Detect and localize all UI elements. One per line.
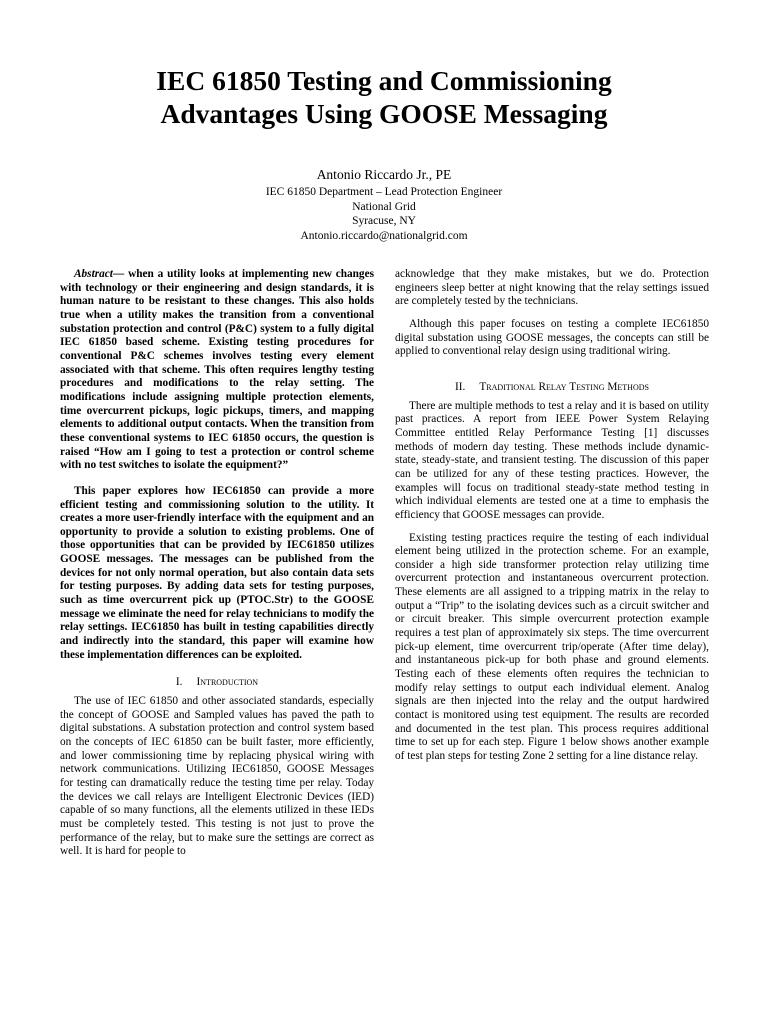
section-number: I.	[175, 676, 183, 689]
right-column	[395, 268, 709, 764]
traditional-testing-paragraph-2: Existing testing practices require the testing of each individual element being utilized in the protection scheme. For an example, consider a high side transformer protection relay utilizing time overcurrent protection and instantaneous overcurrent protection. These elements are all assigned to a tripping matrix in the relay to output a “Trip” to the isolating devices such as a circuit switcher and or circuit breaker. This simple overcurrent protection example requires a test plan of approximately six steps. The time overcurrent pick-up element, time overcurrent trip/operate (After time delay), and instantaneous pick-up for both phase and ground elements. Testing each of these elements often requires the technician to modify relay settings to output each individual element. Analog signals are then injected into the relay and the output hardwired contact is monitored using test equipment. The results are recorded and documented in the test plan. This process requires additional time to set up for each step. Figure 1 below shows another example of test plan steps for testing Zone 2 setting for a line distance relay.	[395, 531, 709, 762]
title-line-2: Advantages Using GOOSE Messaging	[160, 98, 608, 129]
section-title: Introduction	[196, 676, 259, 689]
abstract-text-1: when a utility looks at implementing new changes with technology or their engineering and design standards, it is human nature to be resistant to these changes. This also holds true when a utility makes the transition from a conventional substation protection and control (P&C) system to a fully digital IEC 61850 based scheme. Existing testing procedures for conventional P&C schemes involves testing every element associated with that scheme. This often requires lengthy testing procedures and modifications to the relay setting. The modifications include assigning multiple protection elements, time overcurrent pickups, logic pickups, timers, and mapping elements to additional output contacts. When the transition from these conventional systems to IEC 61850 occurs, the question is raised “How am I going to test a protection or control scheme with no test switches to isolate the equipment?”	[60, 268, 374, 472]
abstract-paragraph-1	[60, 268, 374, 473]
affiliation-location: Syracuse, NY	[352, 215, 416, 227]
section-heading-traditional-relay-testing	[395, 381, 709, 395]
abstract-dash: —	[112, 268, 129, 280]
section-title: Traditional Relay Testing Methods	[479, 380, 649, 393]
affiliation-department: IEC 61850 Department – Lead Protection Engineer	[265, 186, 503, 198]
title-line-1: IEC 61850 Testing and Commissioning	[156, 65, 612, 96]
left-column	[60, 268, 374, 859]
introduction-paragraph-2: Although this paper focuses on testing a complete IEC61850 digital substation using GOOSE messages, the concepts can still be applied to conventional relay design using traditional wiring.	[395, 317, 709, 358]
section-number: II.	[455, 380, 466, 393]
paper-title	[0, 64, 768, 130]
abstract-paragraph-2: This paper explores how IEC61850 can provide a more efficient testing and commissioning solution to the utility. It creates a more user-friendly interface with the equipment and an opportunity to provide a solution to existing problems. One of those opportunities that can be provided by IEC61850 utilizes GOOSE messages. The messages can be published from the devices for not only normal operation, but also contain data sets for testing purposes. By adding data sets for testing purposes, such as time overcurrent pick up (PTOC.Str) to the GOOSE message we eliminate the need for relay technicians to modify the relay settings. IEC61850 has built in testing capabilities directly and indirectly into the standard, this paper will examine how these implementation differences can be exploited.	[60, 484, 374, 661]
introduction-paragraph-1-continued: acknowledge that they make mistakes, but we do. Protection engineers sleep better at night knowing that the relay settings issued are completely tested by the technicians.	[395, 268, 709, 308]
abstract-keyword: Abstract	[74, 268, 113, 280]
section-heading-introduction	[60, 676, 374, 690]
author-name: Antonio Riccardo Jr., PE	[316, 167, 452, 182]
affiliation-email: Antonio.riccardo@nationalgrid.com	[300, 229, 468, 242]
traditional-testing-paragraph-1: There are multiple methods to test a relay and it is based on utility past practices. A report from IEEE Power System Relaying Committee entitled Relay Performance Testing [1] discusses methods of modern day testing. These methods include dynamic-state, steady-state, and transient testing. The discussion of this paper can be utilized for any of these testing practices. However, the examples will focus on traditional steady-state method testing in which individual elements are tested one at a time to emphasis the efficiency that GOOSE messages can provide.	[395, 399, 709, 521]
introduction-paragraph-1: The use of IEC 61850 and other associated standards, especially the concept of GOOSE and Sampled values has paved the path to digital substations. A substation protection and control system based on the concepts of IEC 61850 can be built faster, more efficiently, and lower commissioning time by replacing physical wiring with network communications. Utilizing IEC61850, GOOSE Messages for testing can dramatically reduce the testing time per relay. Today the devices we call relays are Intelligent Electronic Devices (IED) capable of so many functions, all the elements utilized in these IEDs must be completely tested. This testing is not just to prove the performance of the relay, but to make sure the settings are correct as well. It is hard for people to	[60, 695, 374, 858]
author-affiliation	[0, 185, 768, 243]
affiliation-organization: National Grid	[352, 200, 416, 213]
abstract	[60, 268, 374, 662]
